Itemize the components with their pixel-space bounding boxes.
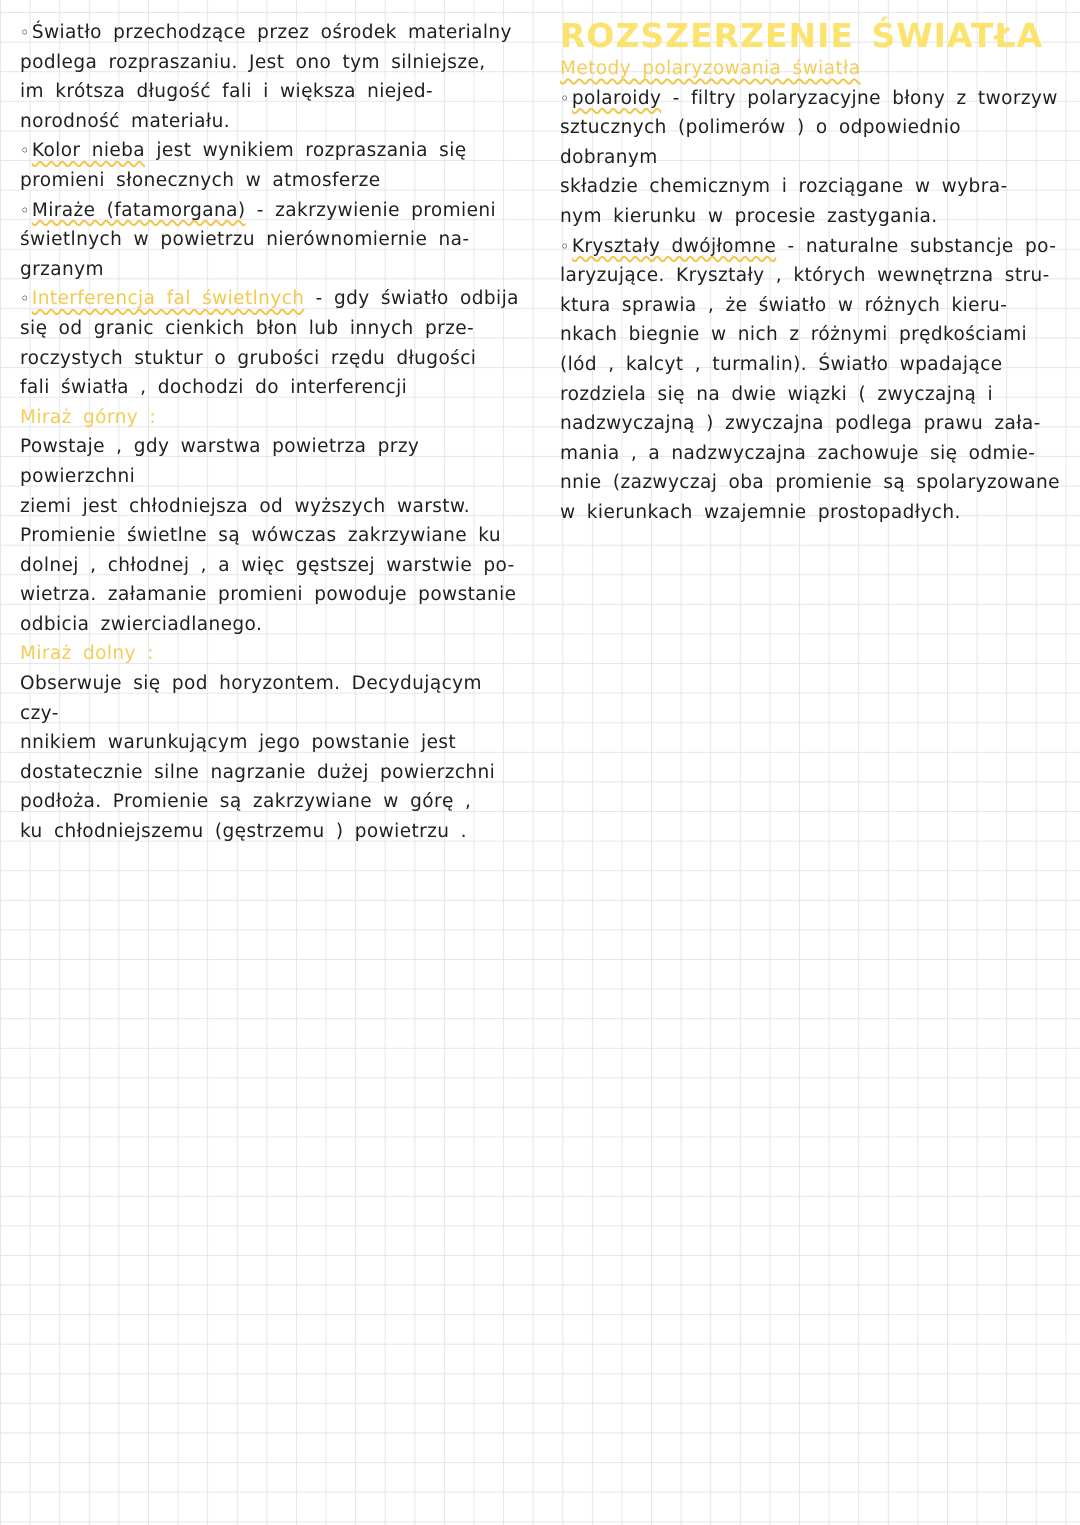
- lower-mirage-heading: Miraż dolny :: [20, 643, 154, 665]
- upper-mirage-heading: Miraż górny :: [20, 406, 156, 428]
- sky-color-term: Kolor nieba: [31, 140, 146, 162]
- interference-text: - gdy światło odbija się od granic cienkich błon lub innych prze- roczystych stuktur o grubości rzędu długości fali światła , dochodzi do interferencji: [20, 288, 519, 399]
- right-column: [560, 14, 1065, 528]
- crystals-term: Kryształy dwójłomne: [571, 235, 777, 257]
- crystals-text: - naturalne substancje po- laryzujące. Kryształy , których wewnętrzna stru- ktura sprawia , że światło w różnych kieru- nkach biegnie w nich z różnymi prędkościami (lód , kalcyt , turmalin). Światło wpadające rozdziela się na dwie wiązki ( zwyczajną i nadzwyczajną ) zwyczajna podlega prawu zała- mania , a nadzwyczajna zachowuje się odmie- nnie (zazwyczaj oba promienie są spolaryzowane w kierunkach wzajemnie prostopadłych.: [560, 235, 1060, 523]
- scattering-paragraph: [20, 18, 528, 136]
- interference-term: Interferencja fal świetlnych: [31, 288, 305, 310]
- mirage-term: Miraże (fatamorgana): [31, 199, 246, 221]
- polaroids-text: - filtry polaryzacyjne błony z tworzyw sztucznych (polimerów ) o odpowiednio dobranym składzie chemicznym i rozciągane w wybra- nym kierunku w procesie zastygania.: [560, 87, 1058, 227]
- crystals-paragraph: [560, 232, 1065, 528]
- page-title: ROZSZERZENIE ŚWIATŁA: [560, 16, 1044, 55]
- sky-color-text: jest wynikiem rozpraszania się promieni słonecznych w atmosferze: [20, 140, 467, 191]
- polaroids-term: polaroidy: [571, 87, 662, 109]
- lower-mirage-text: Obserwuje się pod horyzontem. Decydującym czy- nnikiem warunkującym jego powstanie jest dostatecznie silne nagrzanie dużej powierzchni podłoża. Promienie są zakrzywiane w górę , ku chłodniejszemu (gęstrzemu ) powietrzu .: [20, 673, 496, 843]
- polaroids-paragraph: [560, 84, 1065, 232]
- mirage-paragraph: [20, 196, 528, 285]
- upper-mirage-text: Powstaje , gdy warstwa powietrza przy powierzchni ziemi jest chłodniejsza od wyższych warstw. Promienie świetlne są wówczas zakrzywiane ku dolnej , chłodnej , a więc gęstszej warstwie po- wietrza. załamanie promieni powoduje powstanie odbicia zwierciadlanego.: [20, 436, 517, 635]
- left-column: [20, 18, 528, 847]
- interference-paragraph: [20, 284, 528, 402]
- sky-color-paragraph: [20, 136, 528, 195]
- polarization-methods-heading: Metody polaryzowania światła: [560, 58, 861, 79]
- scattering-text: Światło przechodzące przez ośrodek materialny podlega rozpraszaniu. Jest ono tym silniejsze, im krótsza długość fali i większa niejed- norodność materiału.: [20, 22, 512, 132]
- mirage-text: - zakrzywienie promieni świetlnych w powietrzu nierównomiernie na- grzanym: [20, 199, 497, 280]
